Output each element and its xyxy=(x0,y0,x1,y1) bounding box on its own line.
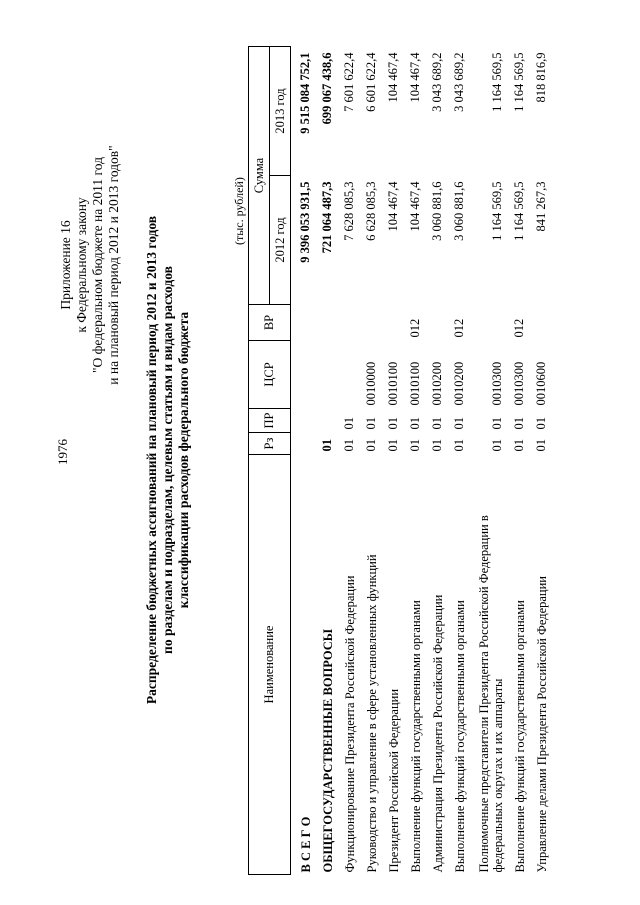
row-rz: 01 xyxy=(534,439,548,452)
table-row xyxy=(401,47,423,875)
row-pr: 01 xyxy=(364,417,378,430)
row-pr: 01 xyxy=(430,417,444,430)
header-sum: Сумма xyxy=(249,47,270,305)
row-csr: 0010300 xyxy=(512,361,526,406)
row-2013: 3 043 689,2 xyxy=(452,52,466,112)
table-row xyxy=(335,47,357,875)
row-name: Выполнение функций государственными органами xyxy=(409,600,423,873)
row-2013: 1 164 569,5 xyxy=(512,52,526,112)
row-pr: 01 xyxy=(386,417,400,430)
row-pr: 01 xyxy=(490,417,504,430)
row-2013: 818 816,9 xyxy=(534,52,548,103)
table-row xyxy=(445,47,467,875)
row-name: Управление делами Президента Российской Федерации xyxy=(535,576,549,873)
header-pr: ПР xyxy=(249,409,291,433)
row-2012: 104 467,4 xyxy=(386,181,400,232)
row-csr xyxy=(291,341,314,409)
table-header xyxy=(249,47,291,875)
header-2013: 2013 год xyxy=(270,47,291,176)
row-rz xyxy=(291,433,314,455)
row-pr: 01 xyxy=(452,417,466,430)
row-2013: 6 601 622,4 xyxy=(364,52,378,112)
budget-table xyxy=(248,46,549,875)
row-csr: 0010100 xyxy=(386,361,400,406)
row-name: В С Е Г О xyxy=(299,816,313,873)
row-name: ОБЩЕГОСУДАРСТВЕННЫЕ ВОПРОСЫ xyxy=(321,629,335,873)
row-rz: 01 xyxy=(490,439,504,452)
units-label: (тыс. рублей) xyxy=(232,177,246,245)
row-csr: 0010200 xyxy=(430,361,444,406)
row-csr xyxy=(313,341,335,409)
table-row xyxy=(505,47,527,875)
row-2013: 104 467,4 xyxy=(408,52,422,103)
appendix-header xyxy=(58,85,122,445)
row-2013: 7 601 622,4 xyxy=(342,52,356,112)
header-vr: ВР xyxy=(249,305,291,341)
row-rz: 01 xyxy=(512,439,526,452)
header-2012: 2012 год xyxy=(270,176,291,305)
row-2012: 9 396 053 931,5 xyxy=(298,181,312,263)
title-line: классификации расходов федерального бюджета xyxy=(176,311,191,609)
row-vr: 012 xyxy=(512,318,526,338)
row-2012: 104 467,4 xyxy=(408,181,422,232)
row-pr xyxy=(291,409,314,433)
row-name: Функционирование Президента Российской Федерации xyxy=(343,575,357,873)
row-2012: 1 164 569,5 xyxy=(512,181,526,241)
row-csr: 0010300 xyxy=(490,361,504,406)
row-pr: 01 xyxy=(534,417,548,430)
row-name: Полномочные представители Президента Российской Федерации в федеральных округах и их аппараты xyxy=(477,515,505,873)
row-rz: 01 xyxy=(386,439,400,452)
row-name: Руководство и управление в сфере установленных функций xyxy=(365,554,379,873)
row-rz: 01 xyxy=(430,439,444,452)
row-pr xyxy=(313,409,335,433)
table-row xyxy=(313,47,335,875)
row-vr: 012 xyxy=(408,318,422,338)
row-name: Администрация Президента Российской Федерации xyxy=(431,594,445,873)
row-rz: 01 xyxy=(408,439,422,452)
row-rz: 01 xyxy=(452,439,466,452)
row-rz: 01 xyxy=(364,439,378,452)
table-row xyxy=(291,47,314,875)
row-name: Выполнение функций государственными органами xyxy=(453,600,467,873)
header-csr: ЦСР xyxy=(249,341,291,409)
table-row xyxy=(527,47,549,875)
title-line: по разделам и подразделам, целевым статьям и видам расходов xyxy=(160,266,175,654)
row-2012: 1 164 569,5 xyxy=(490,181,504,241)
row-csr: 0010200 xyxy=(452,361,466,406)
row-csr: 0010100 xyxy=(408,361,422,406)
row-csr: 0010600 xyxy=(534,361,548,406)
row-vr xyxy=(313,305,335,341)
row-pr: 01 xyxy=(342,417,356,430)
document-title xyxy=(144,90,192,830)
row-name: Президент Российской Федерации xyxy=(387,688,401,873)
row-2013: 1 164 569,5 xyxy=(490,52,504,112)
header-rz: Рз xyxy=(249,433,291,455)
row-2013: 699 067 438,6 xyxy=(320,52,334,125)
row-2012: 841 267,3 xyxy=(534,181,548,232)
row-2013: 3 043 689,2 xyxy=(430,52,444,112)
appendix-line: и на плановый период 2012 и 2013 годов" xyxy=(106,145,121,385)
row-2012: 3 060 881,6 xyxy=(430,181,444,241)
row-csr: 0010000 xyxy=(364,361,378,406)
table-row xyxy=(379,47,401,875)
appendix-line: "О федеральном бюджете на 2011 год xyxy=(90,157,105,373)
table-body xyxy=(291,47,550,875)
row-2012: 721 064 487,3 xyxy=(320,181,334,254)
table-row xyxy=(467,47,505,875)
row-vr xyxy=(467,305,505,341)
page-number: 1976 xyxy=(55,439,70,465)
row-pr: 01 xyxy=(512,417,526,430)
row-vr xyxy=(357,305,379,341)
table-row xyxy=(423,47,445,875)
row-2013: 9 515 084 752,1 xyxy=(298,52,312,134)
row-vr xyxy=(335,305,357,341)
title-line: Распределение бюджетных ассигнований на плановый период 2012 и 2013 годов xyxy=(144,215,159,705)
row-name: Выполнение функций государственными органами xyxy=(513,600,527,873)
table-row xyxy=(357,47,379,875)
row-2013: 104 467,4 xyxy=(386,52,400,103)
row-rz: 01 xyxy=(320,439,334,452)
row-vr xyxy=(527,305,549,341)
row-rz: 01 xyxy=(342,439,356,452)
header-name: Наименование xyxy=(249,455,291,875)
row-vr xyxy=(291,305,314,341)
row-vr xyxy=(379,305,401,341)
row-2012: 6 628 085,3 xyxy=(364,181,378,241)
row-2012: 7 628 085,3 xyxy=(342,181,356,241)
row-vr xyxy=(423,305,445,341)
row-pr: 01 xyxy=(408,417,422,430)
row-csr xyxy=(335,341,357,409)
appendix-line: к Федеральному закону xyxy=(74,197,89,333)
row-vr: 012 xyxy=(452,318,466,338)
appendix-line: Приложение 16 xyxy=(58,220,73,310)
row-2012: 3 060 881,6 xyxy=(452,181,466,241)
